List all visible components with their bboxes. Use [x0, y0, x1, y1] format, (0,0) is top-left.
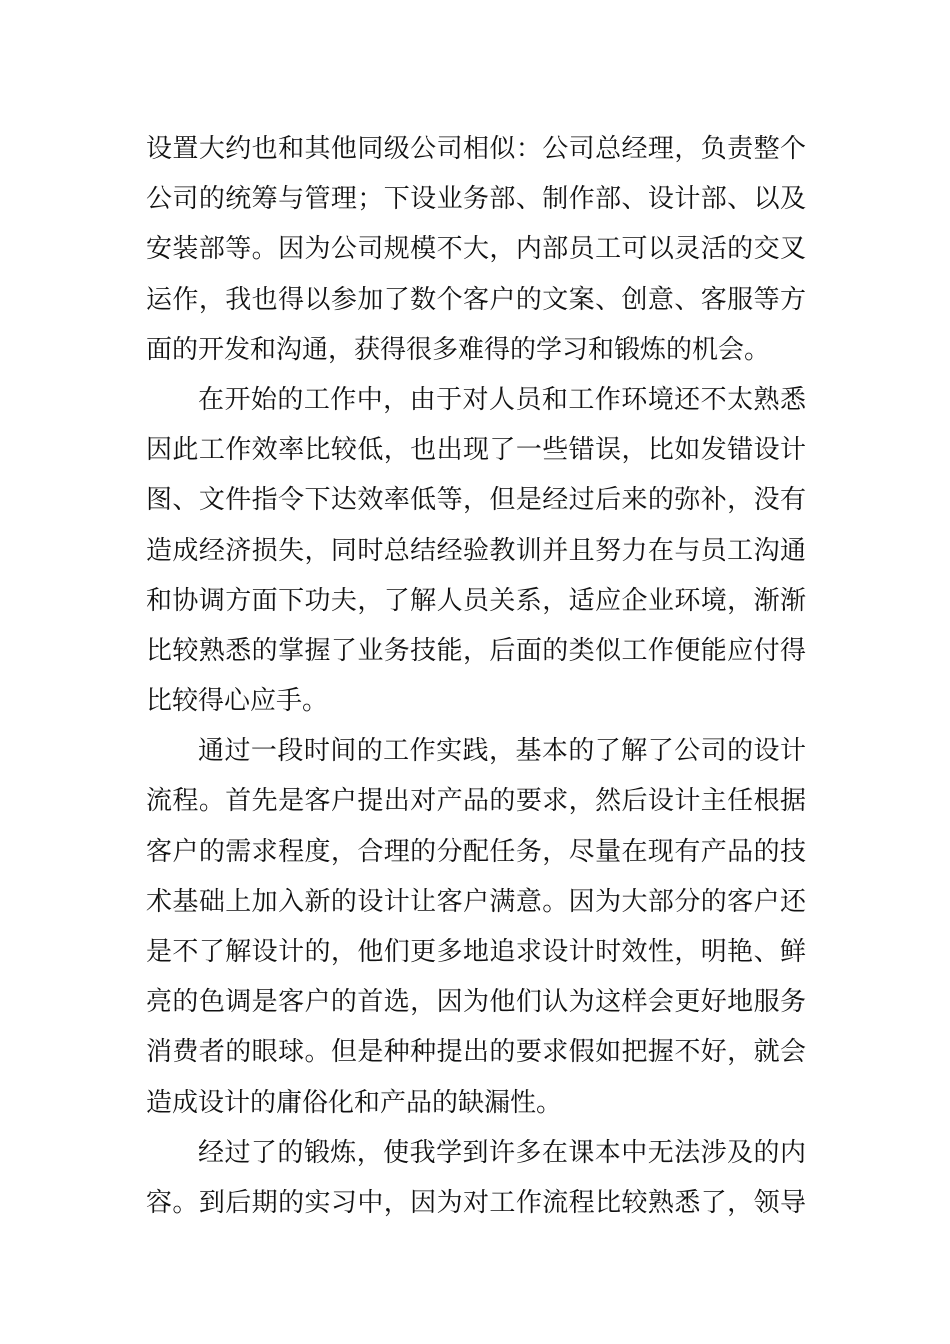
text-line: 客户的需求程度，合理的分配任务，尽量在现有产品的技: [146, 836, 806, 867]
text-line: 容。到后期的实习中，因为对工作流程比较熟悉了，领导: [146, 1187, 806, 1218]
text-line: 是不了解设计的，他们更多地追求设计时效性，明艳、鲜: [146, 937, 806, 967]
text-line: 流程。首先是客户提出对产品的要求，然后设计主任根据: [146, 786, 806, 817]
paragraph-first-line: 经过了的锻炼，使我学到许多在课本中无法涉及的内: [198, 1137, 806, 1168]
paragraph-first-line: 通过一段时间的工作实践，基本的了解了公司的设计: [198, 736, 806, 767]
text-line: 图、文件指令下达效率低等，但是经过后来的弥补，没有: [146, 485, 806, 516]
text-line: 亮的色调是客户的首选，因为他们认为这样会更好地服务: [146, 987, 806, 1018]
text-line: 面的开发和沟通，获得很多难得的学习和锻炼的机会。: [146, 334, 771, 365]
text-line: 消费者的眼球。但是种种提出的要求假如把握不好，就会: [146, 1037, 806, 1068]
paragraph-first-line: 在开始的工作中，由于对人员和工作环境还不太熟悉: [198, 384, 806, 415]
document-body: [146, 124, 806, 1228]
text-line: 运作，我也得以参加了数个客户的文案、创意、客服等方: [146, 284, 806, 315]
text-line: 比较得心应手。: [146, 686, 329, 717]
text-line: 造成经济损失，同时总结经验教训并且努力在与员工沟通: [146, 535, 806, 566]
text-line: 和协调方面下功夫，了解人员关系，适应企业环境，渐渐: [146, 585, 806, 616]
text-line: 造成设计的庸俗化和产品的缺漏性。: [146, 1087, 563, 1118]
text-line: 因此工作效率比较低，也出现了一些错误，比如发错设计: [146, 435, 806, 466]
text-line: 比较熟悉的掌握了业务技能，后面的类似工作便能应付得: [146, 635, 806, 666]
text-line: 术基础上加入新的设计让客户满意。因为大部分的客户还: [146, 886, 806, 917]
text-line: 公司的统筹与管理；下设业务部、制作部、设计部、以及: [146, 184, 806, 215]
text-line: 设置大约也和其他同级公司相似：公司总经理，负责整个: [146, 134, 806, 164]
text-line: 安装部等。因为公司规模不大，内部员工可以灵活的交叉: [146, 234, 806, 265]
